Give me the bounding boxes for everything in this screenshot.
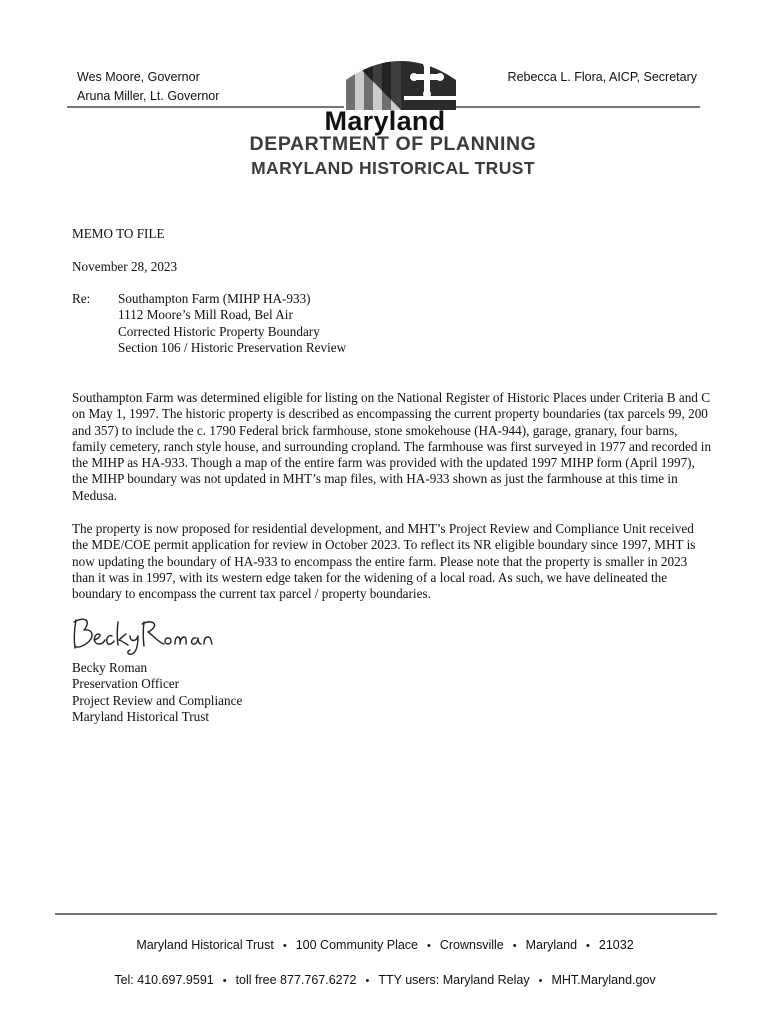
- footer-separator: •: [282, 940, 287, 952]
- secretary-name: Rebecca L. Flora, AICP, Secretary: [507, 70, 697, 84]
- handwritten-signature: [68, 610, 228, 658]
- footer-separator: •: [512, 940, 517, 952]
- signer-organization: Maryland Historical Trust: [72, 708, 209, 724]
- memo-paragraph-1: Southampton Farm was determined eligible for listing on the National Register of Historic Places under Criteria B and C on May 1, 1997. The historic property is described as encompassing the current property boundaries (tax parcels 99, 200 and 357) to include the c. 1790 Federal brick farmhouse, stone smokehouse (HA-944), garage, granary, four barns, family cemetery, ranch style house, and surrounding cropland. The farmhouse was first surveyed in 1977 and recorded in the MIHP as HA-933. Though a map of the entire farm was provided with the updated 1997 MIHP form (April 1997), the MIHP boundary was not updated in MHT’s map files, with HA-933 shown as just the farmhouse at this time in Medusa.: [72, 390, 712, 503]
- footer-website-link[interactable]: MHT.Maryland.gov: [551, 973, 656, 987]
- footer-separator: •: [586, 940, 590, 952]
- footer-tty: TTY users: Maryland Relay: [378, 973, 530, 987]
- memo-date: November 28, 2023: [72, 259, 178, 274]
- header-left-block: [77, 68, 219, 106]
- footer-separator: •: [365, 975, 370, 987]
- footer-separator: •: [427, 940, 431, 952]
- footer-tel: Tel: 410.697.9591: [114, 973, 214, 987]
- footer-zip: 21032: [598, 938, 634, 952]
- footer-address-line: [0, 938, 770, 952]
- memo-title: MEMO TO FILE: [72, 226, 165, 241]
- footer-state: Maryland: [525, 938, 578, 952]
- re-line-property: Southampton Farm (MIHP HA-933): [118, 291, 311, 306]
- memo-paragraph-2: The property is now proposed for residential development, and MHT’s Project Review and Compliance Unit received the MDE/COE permit application for review in October 2023. To reflect its NR eligible boundary since 1997, MHT is now updating the boundary of HA-933 to encompass the entire farm. Please note that the property is smaller in 2023 than it was in 1997, with its western edge taken for the widening of a local road. As such, we have delineated the boundary to encompass the current tax parcel / property boundaries.: [72, 521, 696, 602]
- lt-governor-name: Aruna Miller, Lt. Governor: [77, 89, 220, 103]
- footer-tollfree: toll free 877.767.6272: [235, 973, 357, 987]
- logo-maryland-wordmark: Maryland: [324, 106, 446, 136]
- footer-separator: •: [222, 975, 227, 987]
- signer-title: Preservation Officer: [72, 676, 180, 692]
- footer-contact-line: [0, 973, 770, 987]
- footer-street: 100 Community Place: [295, 938, 418, 952]
- header-right-block: [508, 68, 697, 87]
- re-subject-block: [118, 291, 346, 356]
- governor-name: Wes Moore, Governor: [77, 70, 200, 84]
- signature-block: [72, 660, 242, 725]
- footer-org: Maryland Historical Trust: [136, 938, 274, 952]
- footer-separator: •: [538, 975, 543, 987]
- re-line-review: Section 106 / Historic Preservation Review: [118, 339, 347, 355]
- footer-city: Crownsville: [439, 938, 504, 952]
- logo-agency-name: MARYLAND HISTORICAL TRUST: [251, 158, 535, 178]
- signer-name: Becky Roman: [72, 660, 148, 675]
- logo-department-name: DEPARTMENT OF PLANNING: [249, 133, 537, 155]
- maryland-flag-seal-icon: [342, 50, 460, 110]
- re-label: Re:: [72, 291, 91, 306]
- re-line-boundary: Corrected Historic Property Boundary: [118, 323, 320, 339]
- signer-unit: Project Review and Compliance: [72, 692, 243, 708]
- footer-divider: [55, 913, 717, 915]
- re-line-address: 1112 Moore’s Mill Road, Bel Air: [118, 307, 293, 323]
